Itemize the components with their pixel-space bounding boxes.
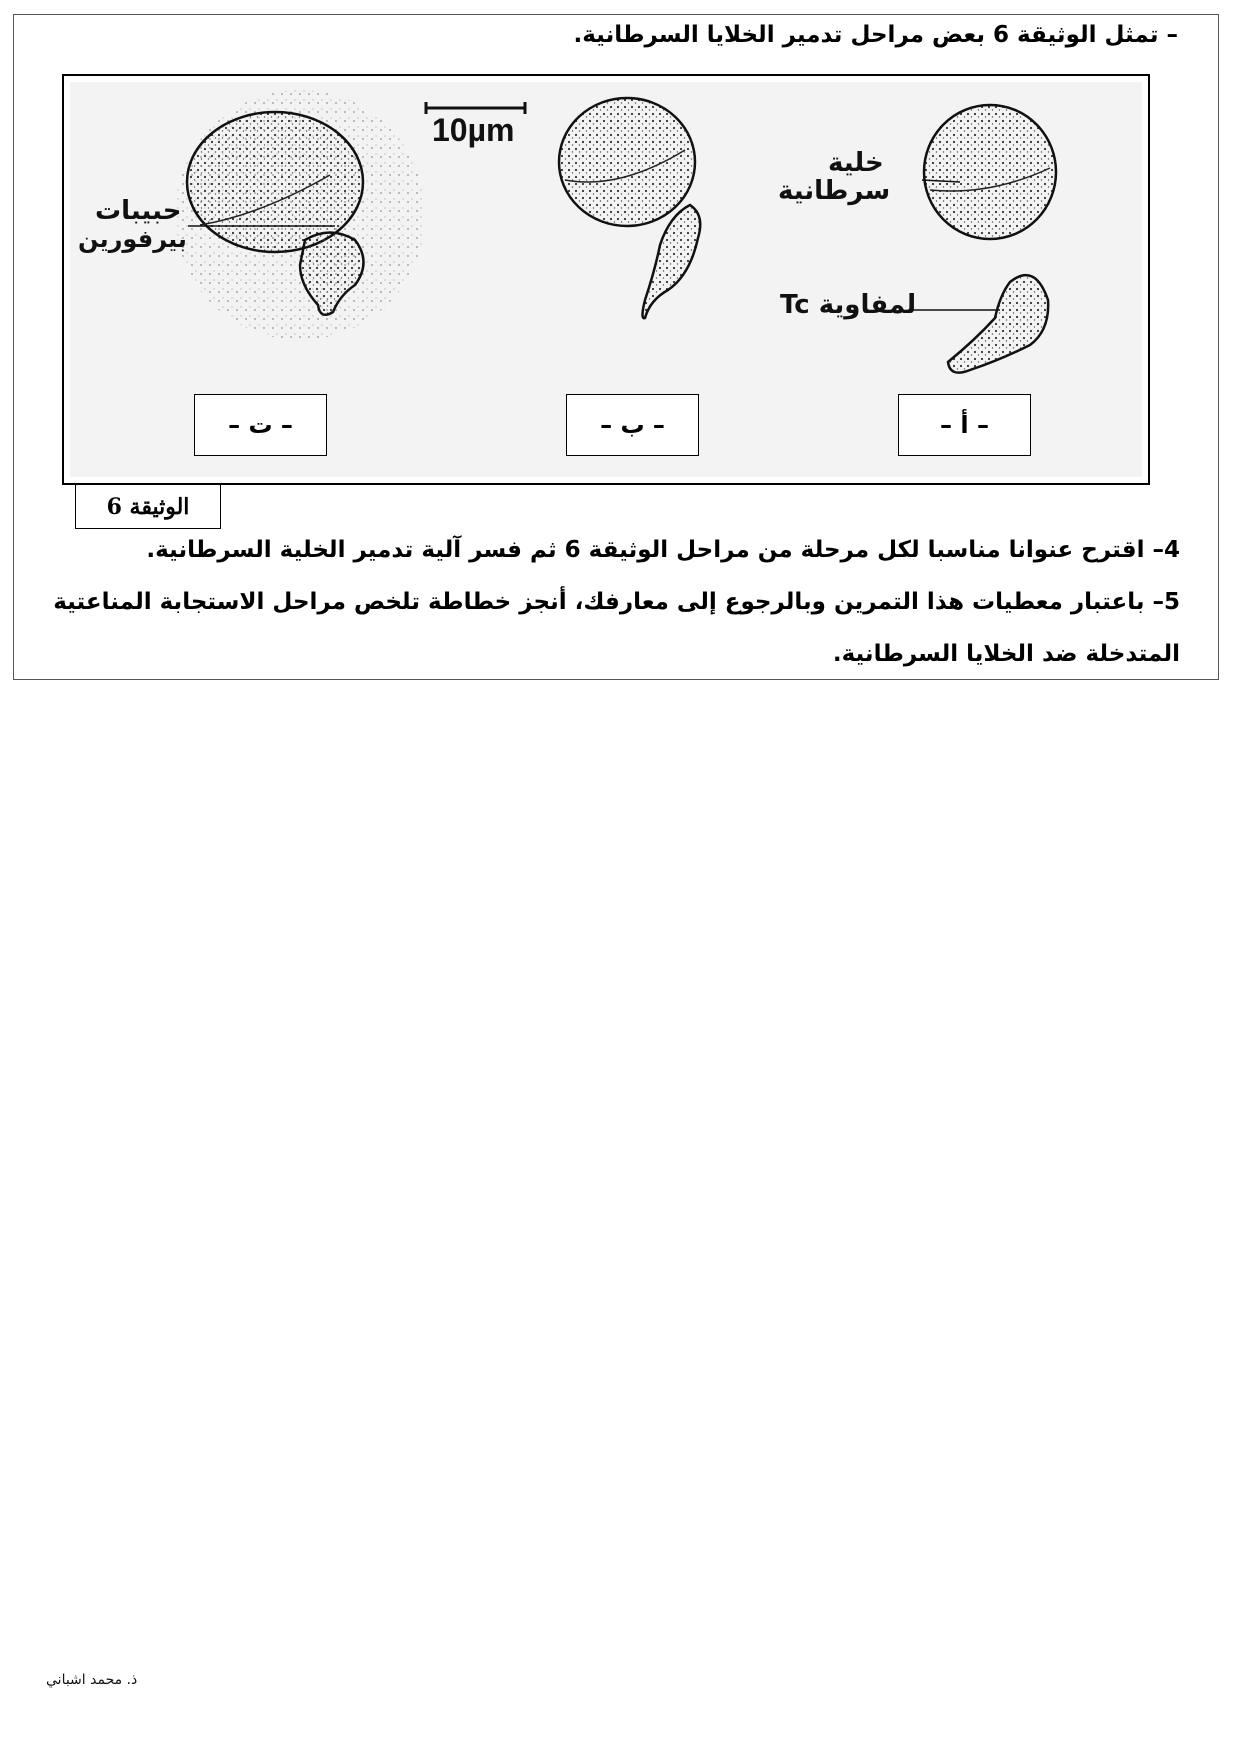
stage-label-t: – ت – xyxy=(194,394,327,456)
cancer-cell-label-line1: خلية xyxy=(828,148,884,178)
scale-bar-label: 10µm xyxy=(432,112,515,148)
stage-b-cells xyxy=(559,98,700,318)
stage-label-b: – ب – xyxy=(566,394,699,456)
stage-label-a: – أ – xyxy=(898,394,1031,456)
author-footer: ذ. محمد اشباني xyxy=(46,1672,138,1688)
perforin-label-line2: بيرفورين xyxy=(78,225,187,253)
stage-a-cells xyxy=(910,105,1056,373)
stage-t-cells xyxy=(175,90,425,340)
cancer-cell-label-line2: سرطانية xyxy=(778,176,891,206)
question-4: 4– اقترح عنوانا مناسبا لكل مرحلة من مراحل الوثيقة 6 ثم فسر آلية تدمير الخلية السرطانية. xyxy=(146,537,1180,563)
document-caption: الوثيقة 6 xyxy=(75,484,221,529)
question-5-line1: 5– باعتبار معطيات هذا التمرين وبالرجوع إلى معارفك، أنجز خطاطة تلخص مراحل الاستجابة المناعتية xyxy=(53,589,1180,615)
tc-lymphocyte-label: لمفاوية Tc xyxy=(780,290,917,320)
cells-illustration xyxy=(0,0,1240,560)
perforin-label-line1: حبيبات xyxy=(95,196,182,226)
question-5-line2: المتدخلة ضد الخلايا السرطانية. xyxy=(832,641,1180,667)
intro-text: – تمثل الوثيقة 6 بعض مراحل تدمير الخلايا السرطانية. xyxy=(573,22,1178,48)
